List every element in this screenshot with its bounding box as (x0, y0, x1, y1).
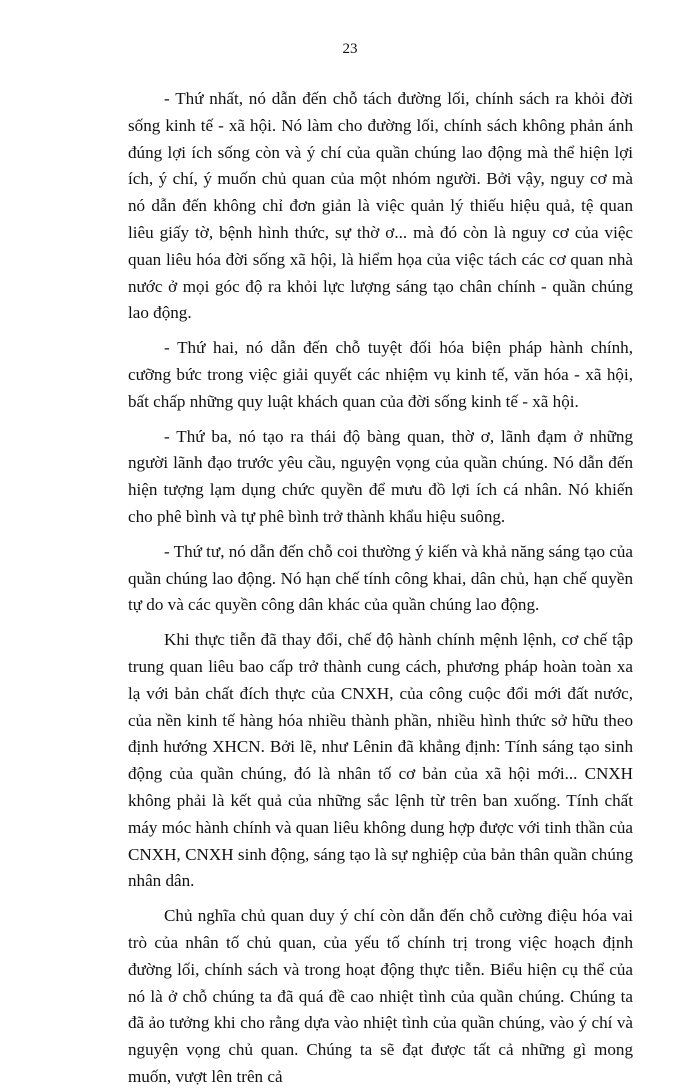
paragraph-third-point: - Thứ ba, nó tạo ra thái độ bàng quan, thờ ơ, lãnh đạm ở những người lãnh đạo trước yêu cầu, nguyện vọng của quần chúng. Nó dẫn đến hiện tượng lạm dụng chức quyền để mưu đồ lợi ích cá nhân. Nó khiến cho phê bình và tự phê bình trở thành khẩu hiệu suông. (128, 426, 633, 526)
page-number: 23 (342, 41, 358, 57)
paragraph-second-point: - Thứ hai, nó dẫn đến chỗ tuyệt đối hóa biện pháp hành chính, cưỡng bức trong việc giải quyết các nhiệm vụ kinh tế, văn hóa - xã hội, bất chấp những quy luật khách quan của đời sống kinh tế - xã hội. (128, 338, 633, 411)
body-text (128, 86, 633, 1091)
paragraph-first-point: - Thứ nhất, nó dẫn đến chỗ tách đường lối, chính sách ra khỏi đời sống kinh tế - xã hội. Nó làm cho đường lối, chính sách không phản ánh đúng lợi ích sống còn và ý chí của quần chúng lao động mà thể hiện lợi ích, ý chí, ý muốn chủ quan của một nhóm người. Bởi vậy, nguy cơ mà nó dẫn đến không chỉ đơn giản là việc quản lý thiếu hiệu quả, tệ quan liêu giấy tờ, bệnh hình thức, sự thờ ơ... mà đó còn là nguy cơ của việc quan liêu hóa đời sống xã hội, là hiểm họa của việc tách các cơ quan nhà nước ở mọi góc độ ra khỏi lực lượng sáng tạo chân chính - quần chúng lao động. (128, 89, 633, 323)
paragraph-fourth-point: - Thứ tư, nó dẫn đến chỗ coi thường ý kiến và khả năng sáng tạo của quần chúng lao động. Nó hạn chế tính công khai, dân chủ, hạn chế quyền tự do và các quyền công dân khác của quần chúng lao động. (128, 541, 633, 615)
paragraph-practice-change: Khi thực tiễn đã thay đổi, chế độ hành chính mệnh lệnh, cơ chế tập trung quan liêu bao cấp trở thành cung cách, phương pháp hoàn toàn xa lạ với bản chất đích thực của CNXH, của công cuộc đổi mới đất nước, của nền kinh tế hàng hóa nhiều thành phần, nhiều hình thức sở hữu theo định hướng XHCN. Bởi lẽ, như Lênin đã khẳng định: Tính sáng tạo sinh động của quần chúng, đó là nhân tố cơ bản của xã hội mới... CNXH không phải là kết quả của những sắc lệnh từ trên ban xuống. Tính chất máy móc hành chính và quan liêu không dung hợp được với tinh thần của CNXH, CNXH sinh động, sáng tạo là sự nghiệp của bản thân quần chúng nhân dân. (128, 630, 633, 891)
paragraph-subjectivism: Chủ nghĩa chủ quan duy ý chí còn dẫn đến chỗ cường điệu hóa vai trò của nhân tố chủ quan, của yếu tố chính trị trong việc hoạch định đường lối, chính sách và trong hoạt động thực tiễn. Biểu hiện cụ thể của nó là ở chỗ chúng ta đã quá đề cao nhiệt tình của quần chúng. Chúng ta đã ảo tưởng khi cho rằng dựa vào nhiệt tình của quần chúng, vào ý chí và nguyện vọng chủ quan. Chúng ta sẽ đạt được tất cả những gì mong muốn, vượt lên trên cả (128, 906, 633, 1086)
